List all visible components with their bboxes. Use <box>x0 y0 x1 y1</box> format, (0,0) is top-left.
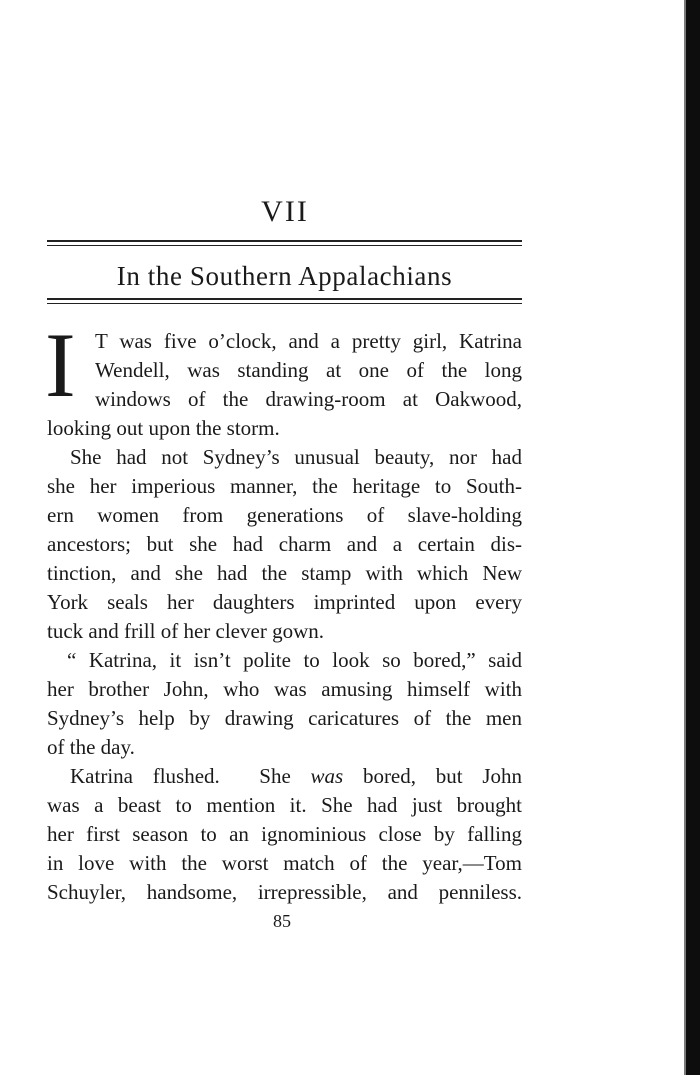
text-line: T was five o’clock, and a pretty girl, Katrina <box>95 329 522 353</box>
emphasis-text: was <box>310 764 344 788</box>
chapter-title: In the Southern Appalachians <box>116 261 453 291</box>
text-line: Wendell, was standing at one of the long <box>95 358 522 382</box>
text-line: tinction, and she had the stamp with which New <box>47 561 522 585</box>
title-rule-top <box>47 240 522 246</box>
text-line: of the day. <box>47 735 135 759</box>
text-line: ancestors; but she had charm and a certain dis- <box>47 532 522 556</box>
text-line: her first season to an ignominious close by falling <box>47 822 522 846</box>
title-rule-bottom <box>47 298 522 304</box>
text-span: bored, but John <box>343 764 522 788</box>
text-line: her brother John, who was amusing himself with <box>47 677 522 701</box>
text-span: Katrina flushed. She <box>70 764 311 788</box>
drop-cap: I <box>45 314 76 416</box>
text-line: York seals her daughters imprinted upon every <box>47 590 522 614</box>
text-line: “ Katrina, it isn’t polite to look so bored,” said <box>67 648 522 672</box>
text-line: Sydney’s help by drawing caricatures of the men <box>47 706 522 730</box>
text-line: tuck and frill of her clever gown. <box>47 619 324 643</box>
page-edge <box>686 0 700 1075</box>
text-line: ern women from generations of slave-holding <box>47 503 522 527</box>
text-line <box>70 762 522 791</box>
text-line: Schuyler, handsome, irrepressible, and penniless. <box>47 880 522 904</box>
text-line: in love with the worst match of the year,—Tom <box>47 851 522 875</box>
text-line: she her imperious manner, the heritage to South- <box>47 474 522 498</box>
chapter-number: VII <box>261 195 309 228</box>
text-line: windows of the drawing-room at Oakwood, <box>95 387 522 411</box>
text-line: was a beast to mention it. She had just brought <box>47 793 522 817</box>
text-line: She had not Sydney’s unusual beauty, nor had <box>70 445 522 469</box>
page-number: 85 <box>273 911 291 931</box>
text-line: looking out upon the storm. <box>47 416 280 440</box>
